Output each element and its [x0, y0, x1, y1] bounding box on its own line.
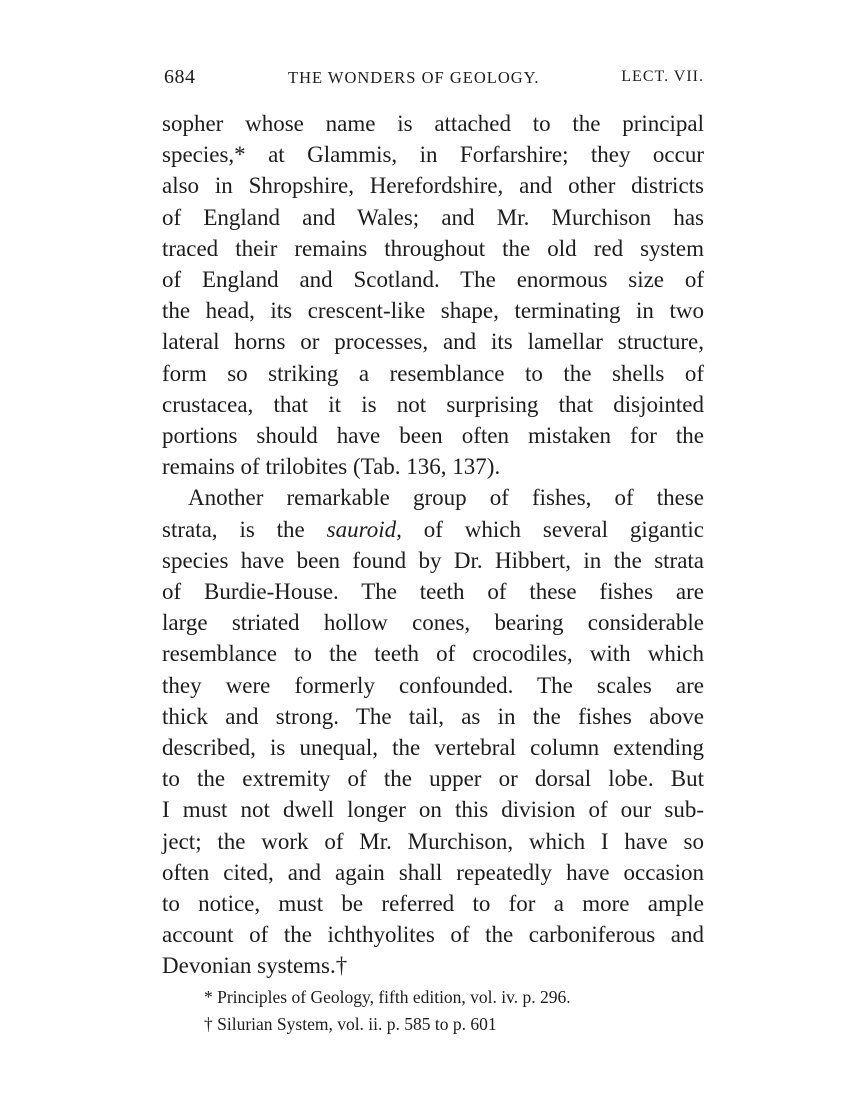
text-fragment: strata, is the: [162, 516, 305, 542]
text-line: of Burdie-House. The teeth of these fishes are: [162, 579, 704, 605]
text-line: remains of trilobites (Tab. 136, 137).: [162, 454, 501, 480]
text-line: to notice, must be referred to for a more ample: [162, 891, 704, 917]
text-line: thick and strong. The tail, as in the fishes above: [162, 703, 704, 729]
footnotes: [204, 984, 704, 1038]
text-line: resemblance to the teeth of crocodiles, with which: [162, 641, 704, 667]
text-line-with-italic: [162, 514, 704, 545]
text-line: also in Shropshire, Herefordshire, and other districts: [162, 173, 704, 199]
text-line: Devonian systems.†: [162, 953, 348, 979]
text-line: form so striking a resemblance to the shells of: [162, 360, 704, 386]
text-line: lateral horns or processes, and its lamellar structure,: [162, 329, 704, 355]
text-line: of England and Wales; and Mr. Murchison has: [162, 204, 704, 230]
text-line: large striated hollow cones, bearing considerable: [162, 610, 704, 636]
text-line: to the extremity of the upper or dorsal lobe. But: [162, 766, 704, 792]
italic-term: sauroid,: [326, 516, 402, 542]
text-line: they were formerly confounded. The scales are: [162, 672, 704, 698]
text-line: traced their remains throughout the old red system: [162, 235, 704, 261]
text-line: crustacea, that it is not surprising that disjointed: [162, 391, 704, 417]
body-text: [162, 108, 704, 982]
text-line: often cited, and again shall repeatedly have occasion: [162, 859, 704, 885]
text-line: portions should have been often mistaken for the: [162, 423, 704, 449]
text-line: species have been found by Dr. Hibbert, in the strata: [162, 547, 704, 573]
text-line: of England and Scotland. The enormous size of: [162, 267, 704, 293]
text-fragment: of which several gigantic: [423, 516, 705, 542]
footnote: * Principles of Geology, fifth edition, vol. iv. p. 296.: [204, 987, 571, 1007]
text-line: I must not dwell longer on this division of our sub-: [162, 797, 704, 823]
text-line: Another remarkable group of fishes, of these: [188, 485, 704, 511]
text-line: account of the ichthyolites of the carboniferous and: [162, 922, 704, 948]
text-line: ject; the work of Mr. Murchison, which I have so: [162, 828, 704, 854]
lecture-label: LECT. VII.: [621, 68, 704, 85]
text-line: the head, its crescent-like shape, terminating in two: [162, 298, 704, 324]
text-line: species,* at Glammis, in Forfarshire; they occur: [162, 142, 704, 168]
running-title: THE WONDERS OF GEOLOGY.: [288, 68, 540, 87]
text-line: sopher whose name is attached to the principal: [162, 111, 704, 136]
text-line: described, is unequal, the vertebral column extending: [162, 735, 704, 761]
footnote: † Silurian System, vol. ii. p. 585 to p. 601: [204, 1014, 497, 1034]
page-number: 684: [164, 66, 196, 88]
running-header: [164, 66, 704, 92]
